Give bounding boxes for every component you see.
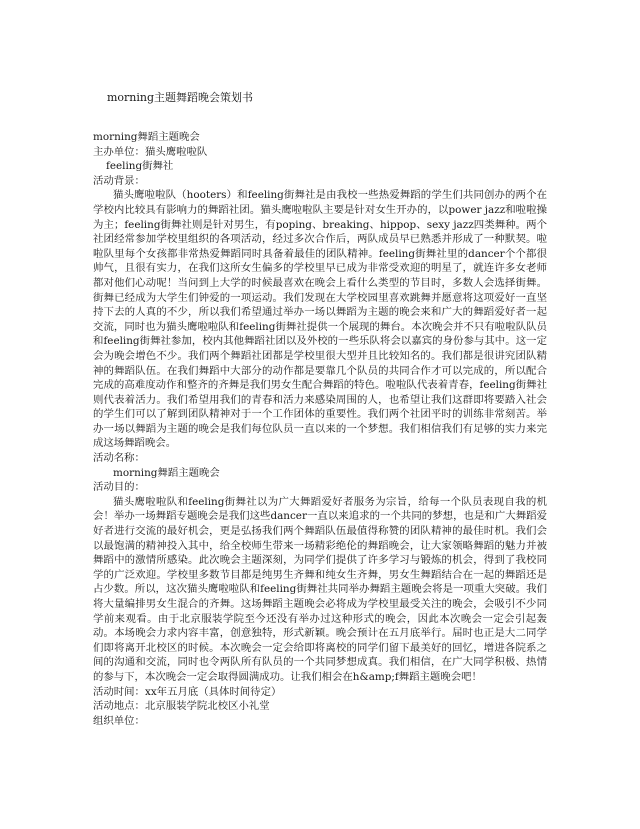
organizing-unit-label: 组织单位： <box>93 714 145 727</box>
activity-time-line: 活动时间：xx年五月底（具体时间待定） <box>93 685 282 698</box>
activity-location-line: 活动地点：北京服装学院北校区小礼堂 <box>93 700 270 713</box>
purpose-label: 活动目的： <box>93 481 145 494</box>
background-paragraph: 猫头鹰啦啦队（hooters）和feeling街舞社是由我校一些热爱舞蹈的学生们共同创办的两个在学校内比较具有影响力的舞蹈社团。猫头鹰啦啦队主要是针对女生开办的，以power jazz和啦啦操为主；feeling街舞社则是针对男生，有poping、breaking、hippop、sexy jazz四类舞种。两个社团经常参加学校里组织的各项活动，经过多次合作后，两队成员早已熟悉并形成了一种默契。啦啦队里每个女孩都非常热爱舞蹈同时具备着最佳的团队精神。feeling街舞社里的dancer个个都很帅气，且很有实力，在我们这所女生偏多的学校里早已成为非常受欢迎的明星了，就连许多女老师都对他们心动呢！当问到上大学的时候最喜欢在晚会上看什么类型的节目时，多数人会选择街舞。街舞已经成为大学生们钟爱的一项运动。我们发现在大学校园里喜欢跳舞并愿意将这项爱好一直坚持下去的人真的不少，所以我们希望通过举办一场以舞蹈为主题的晚会来和广大的舞蹈爱好者一起交流，同时也为猫头鹰啦啦队和feeling街舞社提供一个展现的舞台。本次晚会并不只有啦啦队队员和feeling街舞社参加，校内其他舞蹈社团以及外校的一些乐队将会以嘉宾的身份参与其中。这一定会为晚会增色不少。我们两个舞蹈社团都是学校里很大型并且比较知名的。我们都是很讲究团队精神的舞蹈队伍。在我们舞蹈中大部分的动作都是要靠几个队员的共同合作才可以完成的，所以配合完成的高难度动作和整齐的齐舞是我们男女生配合舞蹈的特色。啦啦队代表着青春，feeling街舞社则代表着活力。我们希望用我们的青春和活力来感染周围的人，也希望让我们这群即将要踏入社会的学生们可以了解到团队精神对于一个工作团体的重要性。我们两个社团平时的训练非常刻苦。举办一场以舞蹈为主题的晚会是我们每位队员一直以来的一个梦想。我们相信我们有足够的实力来完成这场舞蹈晚会。 <box>93 189 547 450</box>
background-label: 活动背景： <box>93 174 145 187</box>
document-title: morning主题舞蹈晚会策划书 <box>107 91 254 104</box>
co-organizer-line: feeling街舞社 <box>106 160 174 173</box>
document-body <box>93 130 547 728</box>
organizer-line: 主办单位：猫头鹰啦啦队 <box>93 145 208 158</box>
activity-name-label: 活动名称： <box>93 452 145 465</box>
purpose-paragraph: 猫头鹰啦啦队和feeling街舞社以为广大舞蹈爱好者服务为宗旨，给每一个队员表现自我的机会！举办一场舞蹈专题晚会是我们这些dancer一直以来追求的一个共同的梦想，也是和广大舞蹈爱好者进行交流的最好机会，更是弘扬我们两个舞蹈队伍最值得称赞的团队精神的最佳时机。我们会以最饱满的精神投入其中，给全校师生带来一场精彩绝伦的舞蹈晚会，让大家领略舞蹈的魅力并被舞蹈中的激情所感染。此次晚会主题深刻，为同学们提供了许多学习与锻炼的机会，得到了我校同学的广泛欢迎。学校里多数节目都是纯男生齐舞和纯女生齐舞，男女生舞蹈结合在一起的舞蹈还是占少数。所以，这次猫头鹰啦啦队和feeling街舞社共同举办舞蹈主题晚会将是一项重大突破。我们将大量编排男女生混合的齐舞。这场舞蹈主题晚会必将成为学校里最受关注的晚会，会吸引不少同学前来观看。由于北京服装学院至今还没有举办过这种形式的晚会，因此本次晚会一定会引起轰动。本场晚会力求内容丰富，创意独特，形式新颖。晚会预计在五月底举行。届时也正是大二同学们即将离开北校区的时候。本次晚会一定会给即将离校的同学们留下最美好的回忆，增进各院系之间的沟通和交流，同时也令两队所有队员的一个共同梦想成真。我们相信，在广大同学积极、热情的参与下，本次晚会一定会取得圆满成功。让我们相会在h&amp;f舞蹈主题晚会吧！ <box>93 495 547 683</box>
activity-name-value: morning舞蹈主题晚会 <box>113 466 220 479</box>
event-heading: morning舞蹈主题晚会 <box>93 131 200 143</box>
